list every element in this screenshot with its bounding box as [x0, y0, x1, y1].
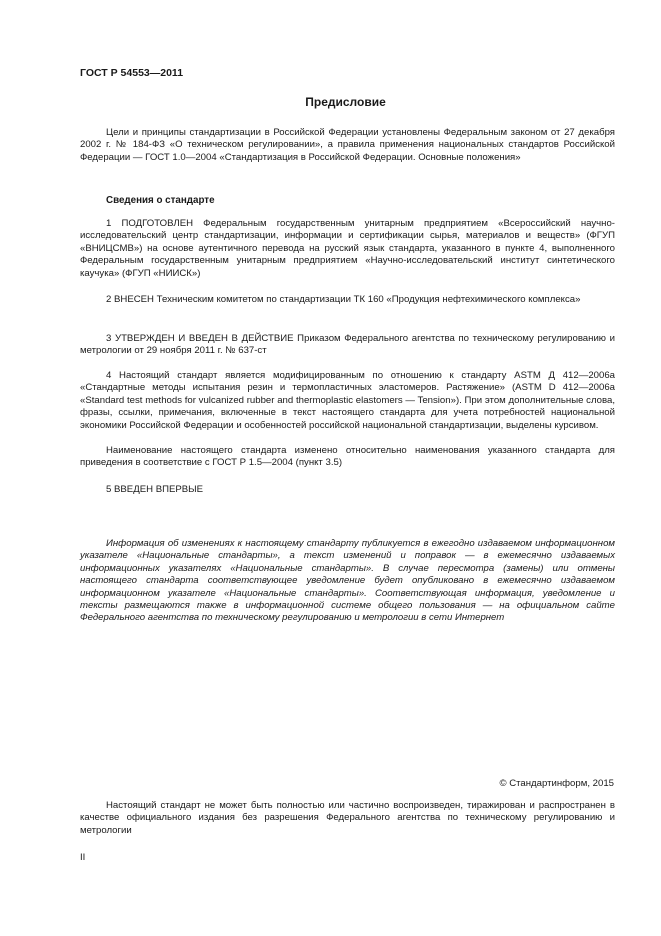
item-2-paragraph: 2 ВНЕСЕН Техническим комитетом по стандартизации ТК 160 «Продукция нефтехимического комплекса»: [106, 294, 581, 305]
item-1-paragraph: 1 ПОДГОТОВЛЕН Федеральным государственным унитарным предприятием «Всероссийский научно-исследовательский центр стандартизации, информации и сертификации сырья, материалов и веществ» (ФГУП «ВНИЦСМВ») на основе аутентичного перевода на русский язык стандарта, указанного в пункте 4, выполненного Федеральным государственным унитарным предприятием «Научно-исследовательский институт синтетического каучука» (ФГУП «НИИСК»): [80, 218, 615, 279]
standard-code-header: ГОСТ Р 54553—2011: [80, 67, 184, 79]
copyright-notice: © Стандартинформ, 2015: [499, 778, 614, 789]
intro-paragraph: Цели и принципы стандартизации в Российской Федерации установлены Федеральным законом от 27 декабря 2002 г. № 184-ФЗ «О техническом регулировании», а правила применения национальных стандартов Российской Федерации — ГОСТ 1.0—2004 «Стандартизация в Российской Федерации. Основные положения»: [80, 127, 615, 163]
item-3-paragraph: 3 УТВЕРЖДЕН И ВВЕДЕН В ДЕЙСТВИЕ Приказом Федерального агентства по техническому регулированию и метрологии от 29 ноября 2011 г. № 637-ст: [80, 333, 615, 357]
info-notice-paragraph: Информация об изменениях к настоящему стандарту публикуется в ежегодно издаваемом информационном указателе «Национальные стандарты», а текст изменений и поправок — в ежемесячно издаваемых информационных указателях «Национальные стандарты». В случае пересмотра (замены) или отмены настоящего стандарта соответствующее уведомление будет опубликовано в ежемесячно издаваемом информационном указателе «Национальные стандарты». Соответствующая информация, уведомление и тексты размещаются также в информационной системе общего пользования — на официальном сайте Федерального агентства по техническому регулированию и метрологии в сети Интернет: [80, 538, 615, 624]
page-title: Предисловие: [305, 95, 386, 109]
section-heading: Сведения о стандарте: [106, 195, 215, 206]
page-number: II: [80, 852, 86, 863]
item-4-note-paragraph: Наименование настоящего стандарта изменено относительно наименования указанного стандарта для приведения в соответствие с ГОСТ Р 1.5—2004 (пункт 3.5): [80, 445, 615, 469]
item-4-paragraph: 4 Настоящий стандарт является модифицированным по отношению к стандарту ASTM Д 412—2006а «Стандартные методы испытания резин и термопластичных эластомеров. Растяжение» (ASTM D 412—2006a «Standard test methods for vulcanized rubber and thermoplastic elastomers — Tension»). При этом дополнительные слова, фразы, ссылки, примечания, включенные в текст настоящего стандарта для учета потребностей национальной экономики Российской Федерации и особенностей российской национальной стандартизации, выделены курсивом.: [80, 370, 615, 431]
item-5-paragraph: 5 ВВЕДЕН ВПЕРВЫЕ: [106, 484, 204, 495]
reproduction-notice-paragraph: Настоящий стандарт не может быть полностью или частично воспроизведен, тиражирован и распространен в качестве официального издания без разрешения Федерального агентства по техническому регулированию и метрологии: [80, 800, 615, 836]
